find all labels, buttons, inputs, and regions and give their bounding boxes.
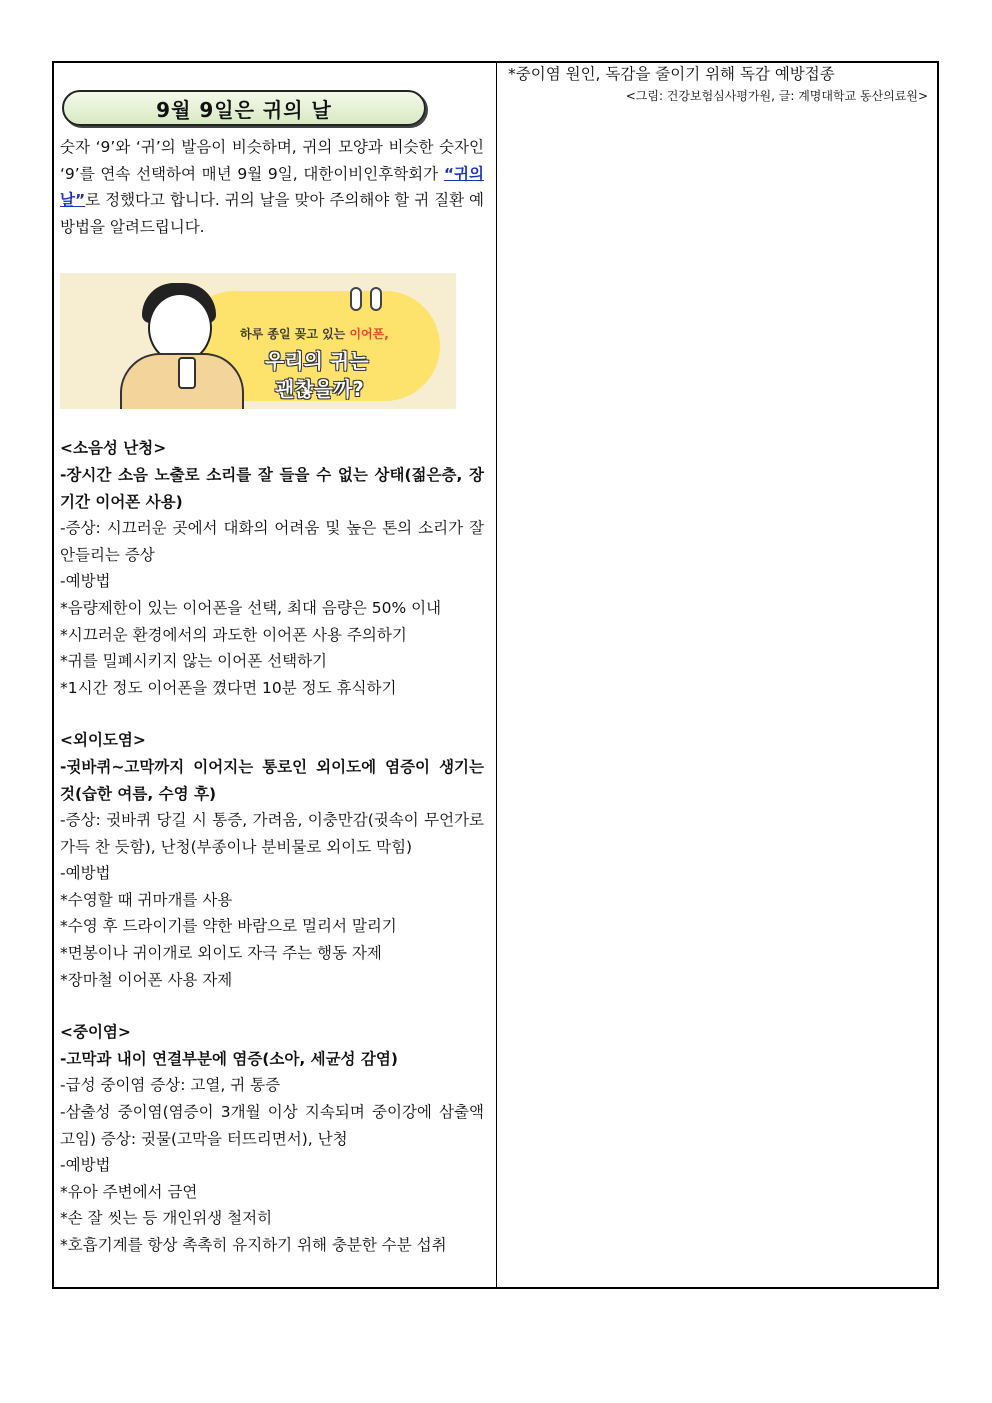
banner-line-1-text: 하루 종일 꽂고 있는	[240, 327, 350, 342]
banner-line-2: 우리의 귀는	[265, 349, 369, 374]
intro-text-start: 숫자 ‘9’와 ‘귀’의 발음이 비슷하며, 귀의 모양과 비슷한 숫자인 ‘9’를 연속 선택하여 매년 9월 9일, 대한이비인후학회가	[60, 138, 484, 183]
section-line: *면봉이나 귀이개로 외이도 자극 주는 행동 자제	[60, 944, 382, 963]
banner-line-1-highlight: 이어폰,	[349, 327, 389, 342]
section-line: -증상: 귓바퀴 당길 시 통증, 가려움, 이충만감(귓속이 무언가로 가득 찬 듯함), 난청(부종이나 분비물로 외이도 막힘)	[60, 811, 484, 856]
earbud-icon	[370, 287, 382, 311]
section-line: *수영할 때 귀마개를 사용	[60, 890, 233, 909]
column-divider	[496, 61, 497, 1289]
section-line: *수영 후 드라이기를 약한 바람으로 멀리서 말리기	[60, 917, 397, 936]
earbud-icon	[350, 287, 362, 311]
section-line: -예방법	[60, 1156, 111, 1175]
section-heading: <소음성 난청>	[60, 439, 167, 458]
section-line: -삼출성 중이염(염증이 3개월 이상 지속되며 중이강에 삼출액 고임) 증상: 귓물(고막을 터뜨리면서), 난청	[60, 1103, 484, 1148]
section-definition: -장시간 소음 노출로 소리를 잘 들을 수 없는 상태(젊은층, 장기간 이어폰 사용)	[60, 465, 484, 511]
section-heading: <중이염>	[60, 1023, 131, 1042]
disease-sections	[60, 435, 484, 1258]
section-line: *1시간 정도 이어폰을 꼈다면 10분 정도 휴식하기	[60, 678, 397, 697]
section-heading: <외이도염>	[60, 731, 146, 750]
page-title: 9월 9일은 귀의 날	[156, 97, 332, 122]
section-line: *호흡기계를 항상 촉촉히 유지하기 위해 충분한 수분 섭취	[60, 1236, 447, 1254]
section-line: *음량제한이 있는 이어폰을 선택, 최대 음량은 50% 이내	[60, 598, 442, 617]
disease-section	[60, 727, 484, 993]
disease-section	[60, 1019, 484, 1258]
source-caption: <그림: 건강보험심사평가원, 글: 계명대학교 동산의료원>	[625, 89, 928, 103]
section-line: *귀를 밀폐시키지 않는 이어폰 선택하기	[60, 652, 328, 671]
title-banner	[62, 90, 426, 126]
earphone-banner-image	[60, 273, 456, 409]
section-line: *유아 주변에서 금연	[60, 1182, 198, 1201]
intro-paragraph	[60, 134, 484, 240]
section-definition: -고막과 내이 연결부분에 염증(소아, 세균성 감염)	[60, 1049, 398, 1068]
section-line: -예방법	[60, 864, 111, 883]
section-line: -급성 중이염 증상: 고열, 귀 통증	[60, 1076, 281, 1095]
ear-day-link[interactable]: “귀의 날”	[60, 164, 484, 210]
section-line: *손 잘 씻는 등 개인위생 철저히	[60, 1209, 273, 1228]
section-definition: -귓바퀴~고막까지 이어지는 통로인 외이도에 염증이 생기는 것(습한 여름, 수영 후)	[60, 757, 484, 803]
phone-icon	[178, 357, 196, 389]
disease-section	[60, 435, 484, 701]
section-line: -예방법	[60, 572, 111, 591]
section-line: -증상: 시끄러운 곳에서 대화의 어려움 및 높은 톤의 소리가 잘 안들리는 증상	[60, 519, 484, 564]
banner-line-1	[240, 325, 389, 342]
left-column	[60, 90, 484, 1259]
flu-vaccine-note: *중이염 원인, 독감을 줄이기 위해 독감 예방접종	[508, 65, 835, 83]
section-line: *장마철 이어폰 사용 자제	[60, 970, 233, 989]
banner-line-3: 괜찮을까?	[275, 377, 364, 402]
intro-text-end: 로 정했다고 합니다. 귀의 날을 맞아 주의해야 할 귀 질환 예방법을 알려드립니다.	[60, 191, 484, 236]
right-column	[504, 63, 932, 104]
section-line: *시끄러운 환경에서의 과도한 이어폰 사용 주의하기	[60, 625, 407, 644]
